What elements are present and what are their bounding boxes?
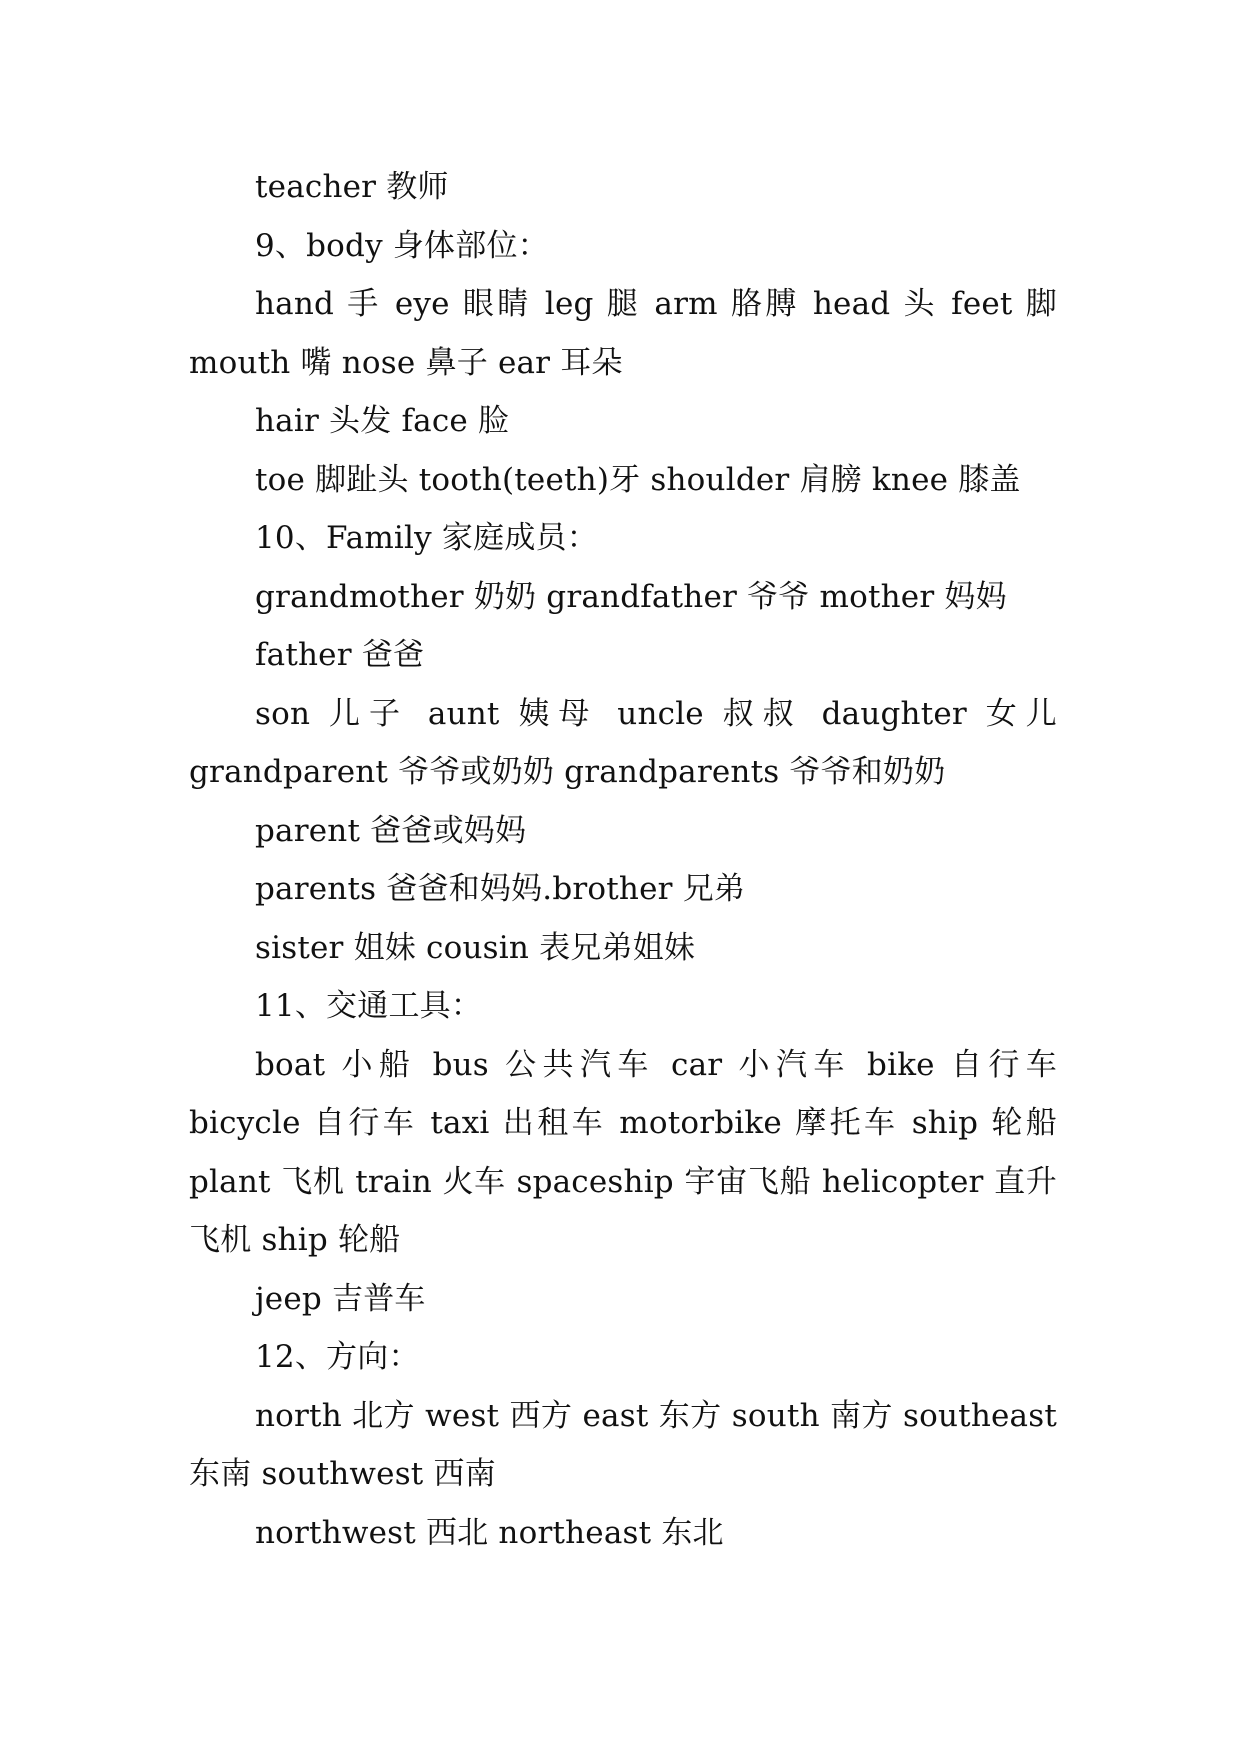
document-page [189, 158, 1057, 1562]
paragraph-transport-1: boat 小船 bus 公共汽车 car 小汽车 bike 自行车 bicycle 自行车 taxi 出租车 motorbike 摩托车 ship 轮船 plant 飞机 train 火车 spaceship 宇宙飞船 helicopter 直升飞机 ship 轮船 [189, 1046, 1057, 1258]
paragraph-teacher: teacher 教师 [255, 169, 449, 205]
paragraph-family-1: grandmother 奶奶 grandfather 爷爷 mother 妈妈 [255, 578, 1007, 615]
heading-transport: 11、交通工具： [255, 988, 483, 1024]
paragraph-family-5: parents 爸爸和妈妈.brother 兄弟 [255, 871, 746, 907]
heading-family: 10、Family 家庭成员： [255, 520, 598, 556]
paragraph-family-6: sister 姐妹 cousin 表兄弟姐妹 [255, 929, 696, 966]
paragraph-transport-2: jeep 吉普车 [255, 1280, 426, 1317]
paragraph-body-parts-1: hand 手 eye 眼睛 leg 腿 arm 胳膊 head 头 feet 脚 mouth 嘴 nose 鼻子 ear 耳朵 [189, 286, 1057, 381]
paragraph-body-parts-3: toe 脚趾头 tooth(teeth)牙 shoulder 肩膀 knee 膝盖 [255, 461, 1021, 498]
paragraph-directions-2: northwest 西北 northeast 东北 [255, 1514, 724, 1551]
heading-directions: 12、方向： [255, 1339, 420, 1375]
paragraph-family-2: father 爸爸 [255, 637, 425, 673]
heading-body-parts: 9、body 身体部位： [255, 227, 549, 264]
paragraph-family-4: parent 爸爸或妈妈 [255, 812, 527, 849]
paragraph-family-3: son 儿子 aunt 姨母 uncle 叔叔 daughter 女儿 grandparent 爷爷或奶奶 grandparents 爷爷和奶奶 [189, 695, 1057, 790]
paragraph-directions-1: north 北方 west 西方 east 东方 south 南方 southeast 东南 southwest 西南 [189, 1397, 1057, 1492]
paragraph-body-parts-2: hair 头发 face 脸 [255, 403, 510, 439]
